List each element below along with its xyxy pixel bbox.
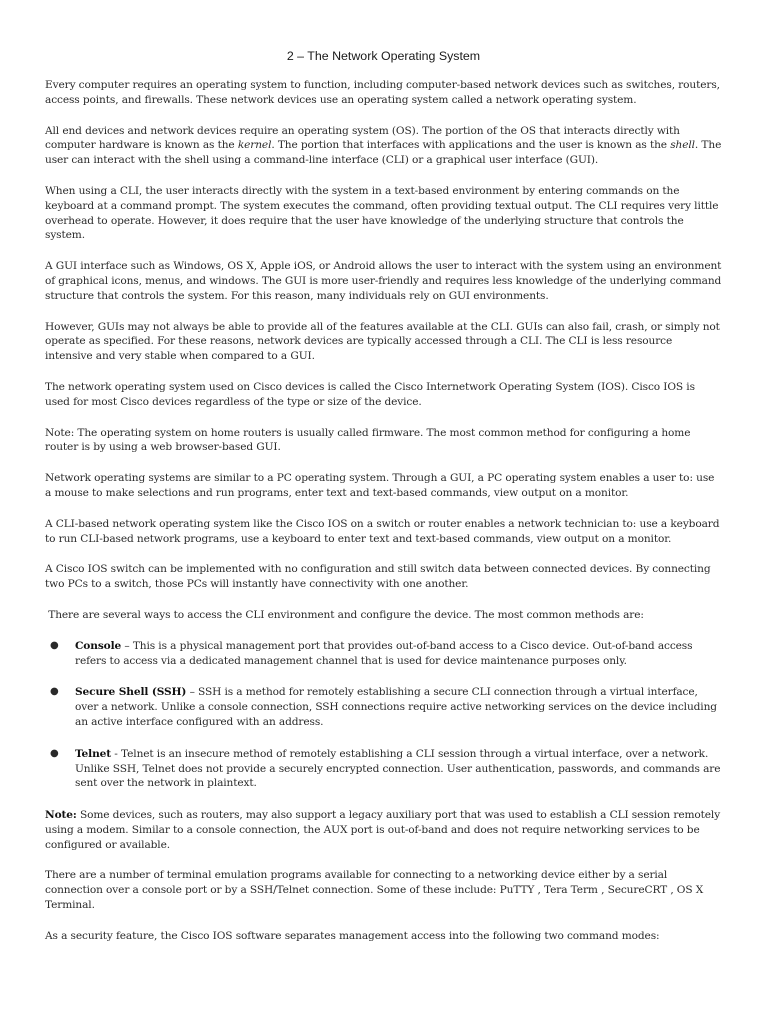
paragraph-terminal-emulation: There are a number of terminal emulation programs available for connecting to a networking device either by a serial connection over a console port or by a SSH/Telnet connection. Some of these include: PuTTY , Tera Term , SecureCRT , OS X Terminal. xyxy=(45,869,704,912)
note-text: Some devices, such as routers, may also support a legacy auxiliary port that was used to establish a CLI session remotely using a modem. Similar to a console connection, the AUX port is out-of-band and does not require networking services to be configured or available. xyxy=(45,809,724,851)
paragraph-cisco-ios: The network operating system used on Cisco devices is called the Cisco Internetwork Operating System (IOS). Cisco IOS is used for most Cisco devices regardless of the type or size of the device. xyxy=(45,380,695,408)
paragraph-text: . The portion that interfaces with applications and the user is known as the xyxy=(271,139,671,152)
paragraph-text: All end devices and network devices require an operating system (OS). The portion of the OS that interacts directly with computer hardware is known as the xyxy=(45,124,680,152)
list-item-telnet xyxy=(45,747,722,791)
paragraph-os-kernel-shell xyxy=(45,124,722,168)
bullet-text: SSH is a method for remotely establishing a secure CLI connection through a virtual interface, over a network. Unlike a console connection, SSH connections require active networking services on the device including an active interface configured with an address. xyxy=(75,686,717,728)
note-label: Note: xyxy=(45,809,77,822)
paragraph-pc-os: Network operating systems are similar to a PC operating system. Through a GUI, a PC operating system enables a user to: use a mouse to make selections and run programs, enter text and text-based commands, view output on a monitor. xyxy=(45,472,715,499)
bullet-icon: ● xyxy=(50,747,59,759)
kernel-term: kernel xyxy=(237,139,272,152)
bullet-icon: ● xyxy=(50,639,59,651)
access-methods-list xyxy=(45,639,722,791)
bullet-term: Secure Shell (SSH) xyxy=(75,686,187,699)
paragraph-cli: When using a CLI, the user interacts directly with the system in a text-based environment by entering commands on the keyboard at a command prompt. The system executes the command, often providing textual output. The CLI requires very little overhead to operate. However, it does require that the user have knowledge of the underlying structure that controls the system. xyxy=(45,184,719,242)
paragraph-ios-switch: A Cisco IOS switch can be implemented with no configuration and still switch data between connected devices. By connecting two PCs to a switch, those PCs will instantly have connectivity with one another. xyxy=(45,563,711,591)
list-item-ssh xyxy=(45,685,722,729)
bullet-separator: – xyxy=(121,639,133,652)
page-title: 2 – The Network Operating System xyxy=(286,49,481,63)
paragraph-command-modes: As a security feature, the Cisco IOS software separates management access into the following two command modes: xyxy=(45,929,660,942)
bullet-text: Telnet is an insecure method of remotely establishing a CLI session through a virtual interface, over a network. Unlike SSH, Telnet does not provide a securely encrypted connection. User authentication, passwords, and commands are sent over the network in plaintext. xyxy=(75,747,721,790)
bullet-term: Telnet xyxy=(75,747,112,760)
shell-term: shell xyxy=(670,139,695,152)
bullet-separator: – xyxy=(186,686,198,699)
bullet-term: Console xyxy=(75,639,122,652)
paragraph-cli-nos: A CLI-based network operating system like the Cisco IOS on a switch or router enables a network technician to: use a keyboard to run CLI-based network programs, use a keyboard to enter text and text-based commands, view output on a monitor. xyxy=(45,517,720,545)
paragraph-gui-limitations: However, GUIs may not always be able to provide all of the features available at the CLI. GUIs can also fail, crash, or simply not operate as specified. For these reasons, network devices are typically accessed through a CLI. The CLI is less resource intensive and very stable when compared to a GUI. xyxy=(45,320,720,363)
bullet-text: This is a physical management port that provides out-of-band access to a Cisco device. Out-of-band access refers to access via a dedicated management channel that is used for device maintenance purposes only. xyxy=(75,639,693,667)
paragraph-gui: A GUI interface such as Windows, OS X, Apple iOS, or Android allows the user to interact with the system using an environment of graphical icons, menus, and windows. The GUI is more user-friendly and requires less knowledge of the underlying command structure that controls the system. For this reason, many individuals rely on GUI environments. xyxy=(45,260,722,302)
paragraph-access-methods: There are several ways to access the CLI environment and configure the device. The most common methods are: xyxy=(45,608,644,621)
paragraph-intro: Every computer requires an operating system to function, including computer-based network devices such as switches, routers, access points, and firewalls. These network devices use an operating system called a network operating system. xyxy=(45,79,720,106)
bullet-icon: ● xyxy=(50,686,59,698)
paragraph-firmware-note: Note: The operating system on home routers is usually called firmware. The most common method for configuring a home router is by using a web browser-based GUI. xyxy=(45,426,691,454)
paragraph-aux-note xyxy=(45,808,722,852)
list-item-console xyxy=(45,639,722,669)
paragraph-text: . The user can interact with the shell using a command-line interface (CLI) or a graphical user interface (GUI). xyxy=(45,139,722,167)
bullet-separator: - xyxy=(111,747,122,760)
